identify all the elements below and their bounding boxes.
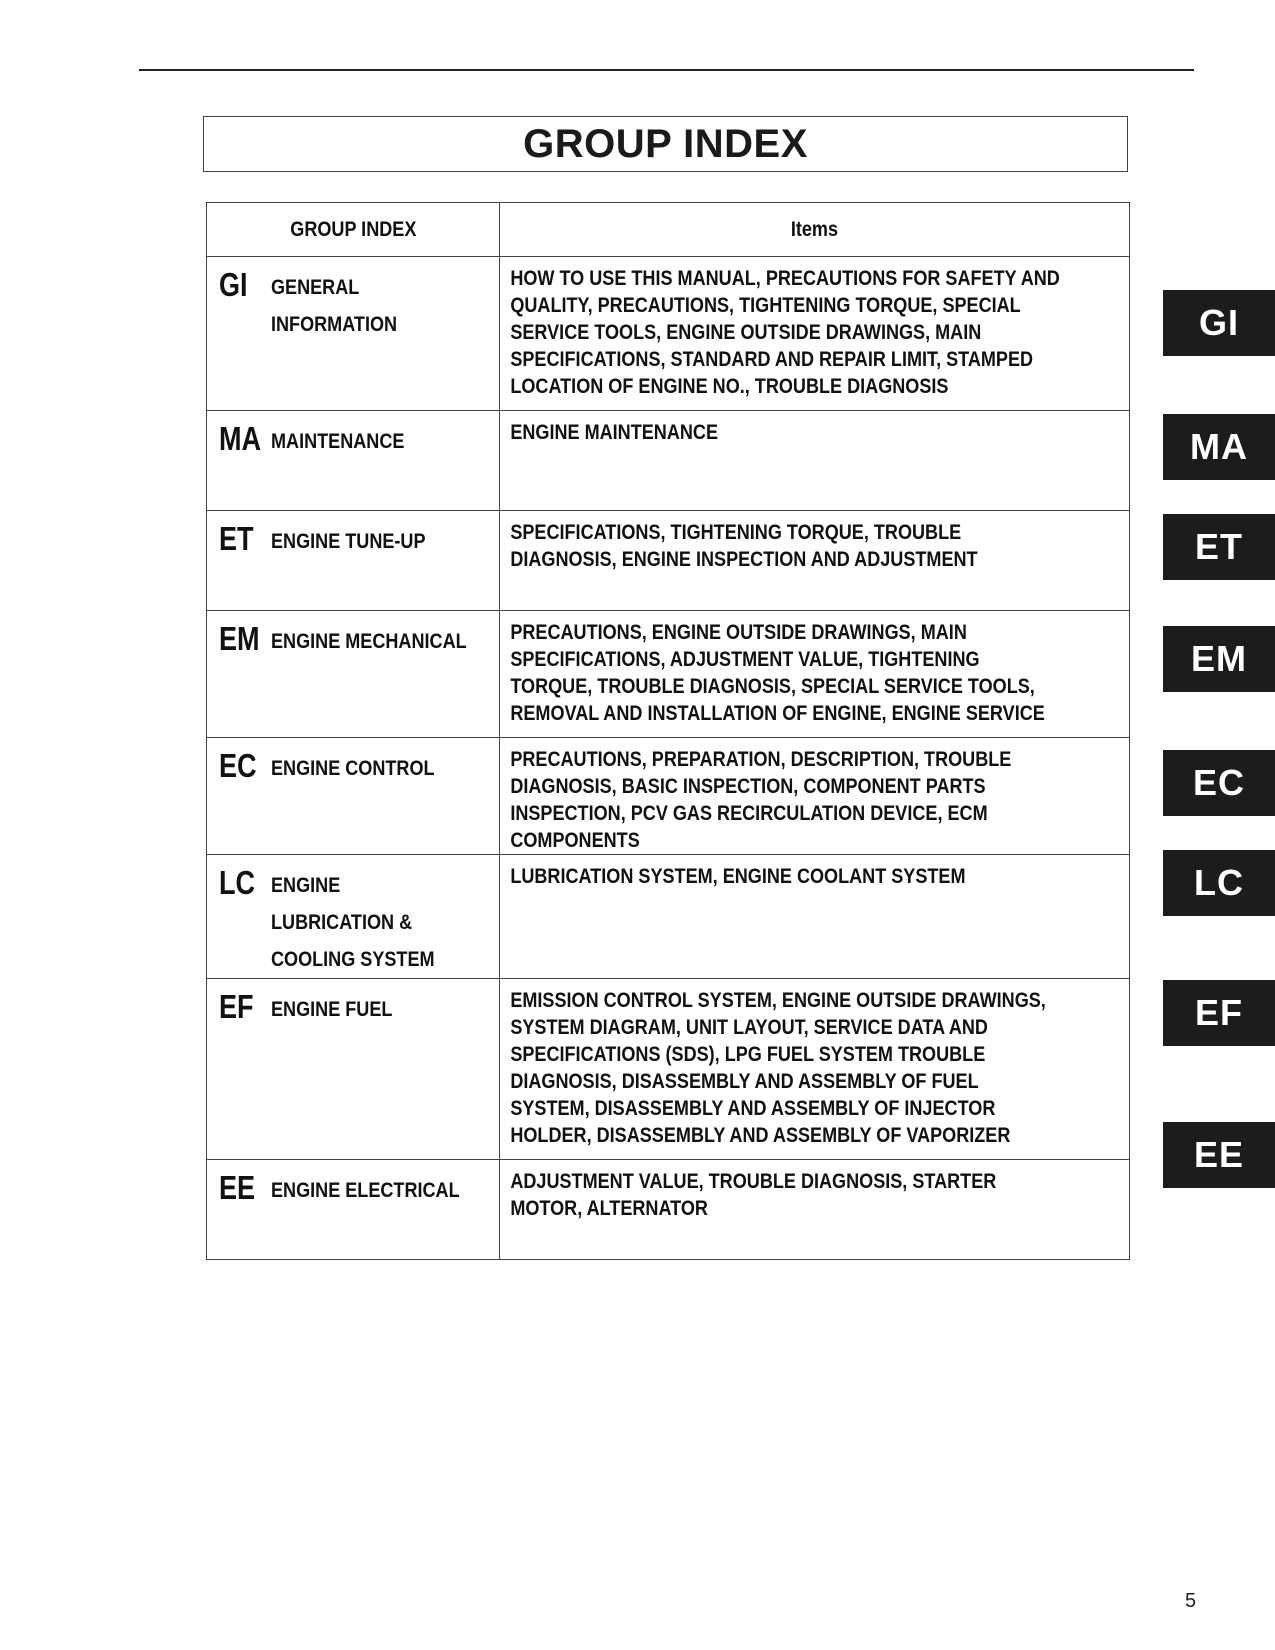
group-items: ADJUSTMENT VALUE, TROUBLE DIAGNOSIS, STARTER MOTOR, ALTERNATOR — [510, 1170, 997, 1220]
group-index-table — [206, 202, 1130, 1260]
items-cell — [500, 855, 1130, 979]
group-cell — [207, 611, 500, 738]
group-cell — [207, 855, 500, 979]
group-items: HOW TO USE THIS MANUAL, PRECAUTIONS FOR SAFETY AND QUALITY, PRECAUTIONS, TIGHTENING TORQUE, SPECIAL SERVICE TOOLS, ENGINE OUTSIDE DRAWINGS, MAIN SPECIFICATIONS, STANDARD AND REPAIR LIMIT, STAMPED LOCATION OF ENGINE NO., TROUBLE DIAGNOSIS — [510, 267, 1060, 398]
page-number: 5 — [1185, 1590, 1197, 1612]
table-row-ma — [207, 411, 1130, 511]
items-cell — [500, 1160, 1130, 1260]
side-tab-ef[interactable]: EF — [1163, 980, 1275, 1046]
side-tab-lc[interactable]: LC — [1163, 850, 1275, 916]
side-tab-ee[interactable]: EE — [1163, 1122, 1275, 1188]
group-items: LUBRICATION SYSTEM, ENGINE COOLANT SYSTEM — [510, 865, 966, 888]
items-cell — [500, 411, 1130, 511]
table-row-em — [207, 611, 1130, 738]
group-code: EC — [219, 747, 257, 784]
header-items — [500, 203, 1130, 257]
group-name: ENGINE MECHANICAL — [271, 630, 467, 653]
side-tab-ec[interactable]: EC — [1163, 750, 1275, 816]
table-row-gi — [207, 257, 1130, 411]
group-name: MAINTENANCE — [271, 430, 405, 453]
side-tab-em[interactable]: EM — [1163, 626, 1275, 692]
header-group-index-label: GROUP INDEX — [289, 217, 417, 241]
group-code: LC — [219, 864, 256, 901]
group-items: SPECIFICATIONS, TIGHTENING TORQUE, TROUBLE DIAGNOSIS, ENGINE INSPECTION AND ADJUSTMENT — [510, 521, 978, 571]
group-cell — [207, 979, 500, 1160]
items-cell — [500, 257, 1130, 411]
items-cell — [500, 611, 1130, 738]
group-code: EF — [219, 988, 254, 1025]
group-code: GI — [219, 266, 248, 303]
table-row-lc — [207, 855, 1130, 979]
table-row-ec — [207, 738, 1130, 855]
group-cell — [207, 738, 500, 855]
group-name: GENERAL INFORMATION — [271, 276, 398, 336]
group-cell — [207, 257, 500, 411]
side-tab-ma[interactable]: MA — [1163, 414, 1275, 480]
group-items: PRECAUTIONS, ENGINE OUTSIDE DRAWINGS, MAIN SPECIFICATIONS, ADJUSTMENT VALUE, TIGHTENING TORQUE, TROUBLE DIAGNOSIS, SPECIAL SERVICE TOOLS, REMOVAL AND INSTALLATION OF ENGINE, ENGINE SERVICE — [510, 621, 1045, 725]
group-name: ENGINE FUEL — [271, 998, 393, 1021]
group-code: MA — [219, 420, 262, 457]
group-cell — [207, 411, 500, 511]
group-name: ENGINE ELECTRICAL — [271, 1179, 460, 1202]
items-cell — [500, 979, 1130, 1160]
top-rule — [139, 69, 1194, 71]
side-tab-et[interactable]: ET — [1163, 514, 1275, 580]
group-cell — [207, 511, 500, 611]
group-code: EE — [219, 1169, 256, 1206]
group-name: ENGINE TUNE-UP — [271, 530, 426, 553]
side-tab-gi[interactable]: GI — [1163, 290, 1275, 356]
title-box — [203, 116, 1128, 172]
group-items: EMISSION CONTROL SYSTEM, ENGINE OUTSIDE DRAWINGS, SYSTEM DIAGRAM, UNIT LAYOUT, SERVICE DATA AND SPECIFICATIONS (SDS), LPG FUEL SYSTEM TROUBLE DIAGNOSIS, DISASSEMBLY AND ASSEMBLY OF FUEL SYSTEM, DISASSEMBLY AND ASSEMBLY OF INJECTOR HOLDER, DISASSEMBLY AND ASSEMBLY OF VAPORIZER — [510, 989, 1046, 1147]
group-items: PRECAUTIONS, PREPARATION, DESCRIPTION, TROUBLE DIAGNOSIS, BASIC INSPECTION, COMPONENT PARTS INSPECTION, PCV GAS RECIRCULATION DEVICE, ECM COMPONENTS — [510, 748, 1012, 852]
header-items-label: Items — [790, 217, 839, 241]
table-row-ef — [207, 979, 1130, 1160]
table-row-ee — [207, 1160, 1130, 1260]
page-title: GROUP INDEX — [523, 121, 808, 166]
group-code: EM — [219, 620, 260, 657]
group-name: ENGINE CONTROL — [271, 757, 435, 780]
table-row-et — [207, 511, 1130, 611]
group-cell — [207, 1160, 500, 1260]
table-header-row — [207, 203, 1130, 257]
items-cell — [500, 738, 1130, 855]
items-cell — [500, 511, 1130, 611]
group-code: ET — [219, 520, 254, 557]
header-group-index — [207, 203, 500, 257]
group-name: ENGINE LUBRICATION & COOLING SYSTEM — [271, 874, 435, 971]
group-items: ENGINE MAINTENANCE — [510, 421, 719, 444]
